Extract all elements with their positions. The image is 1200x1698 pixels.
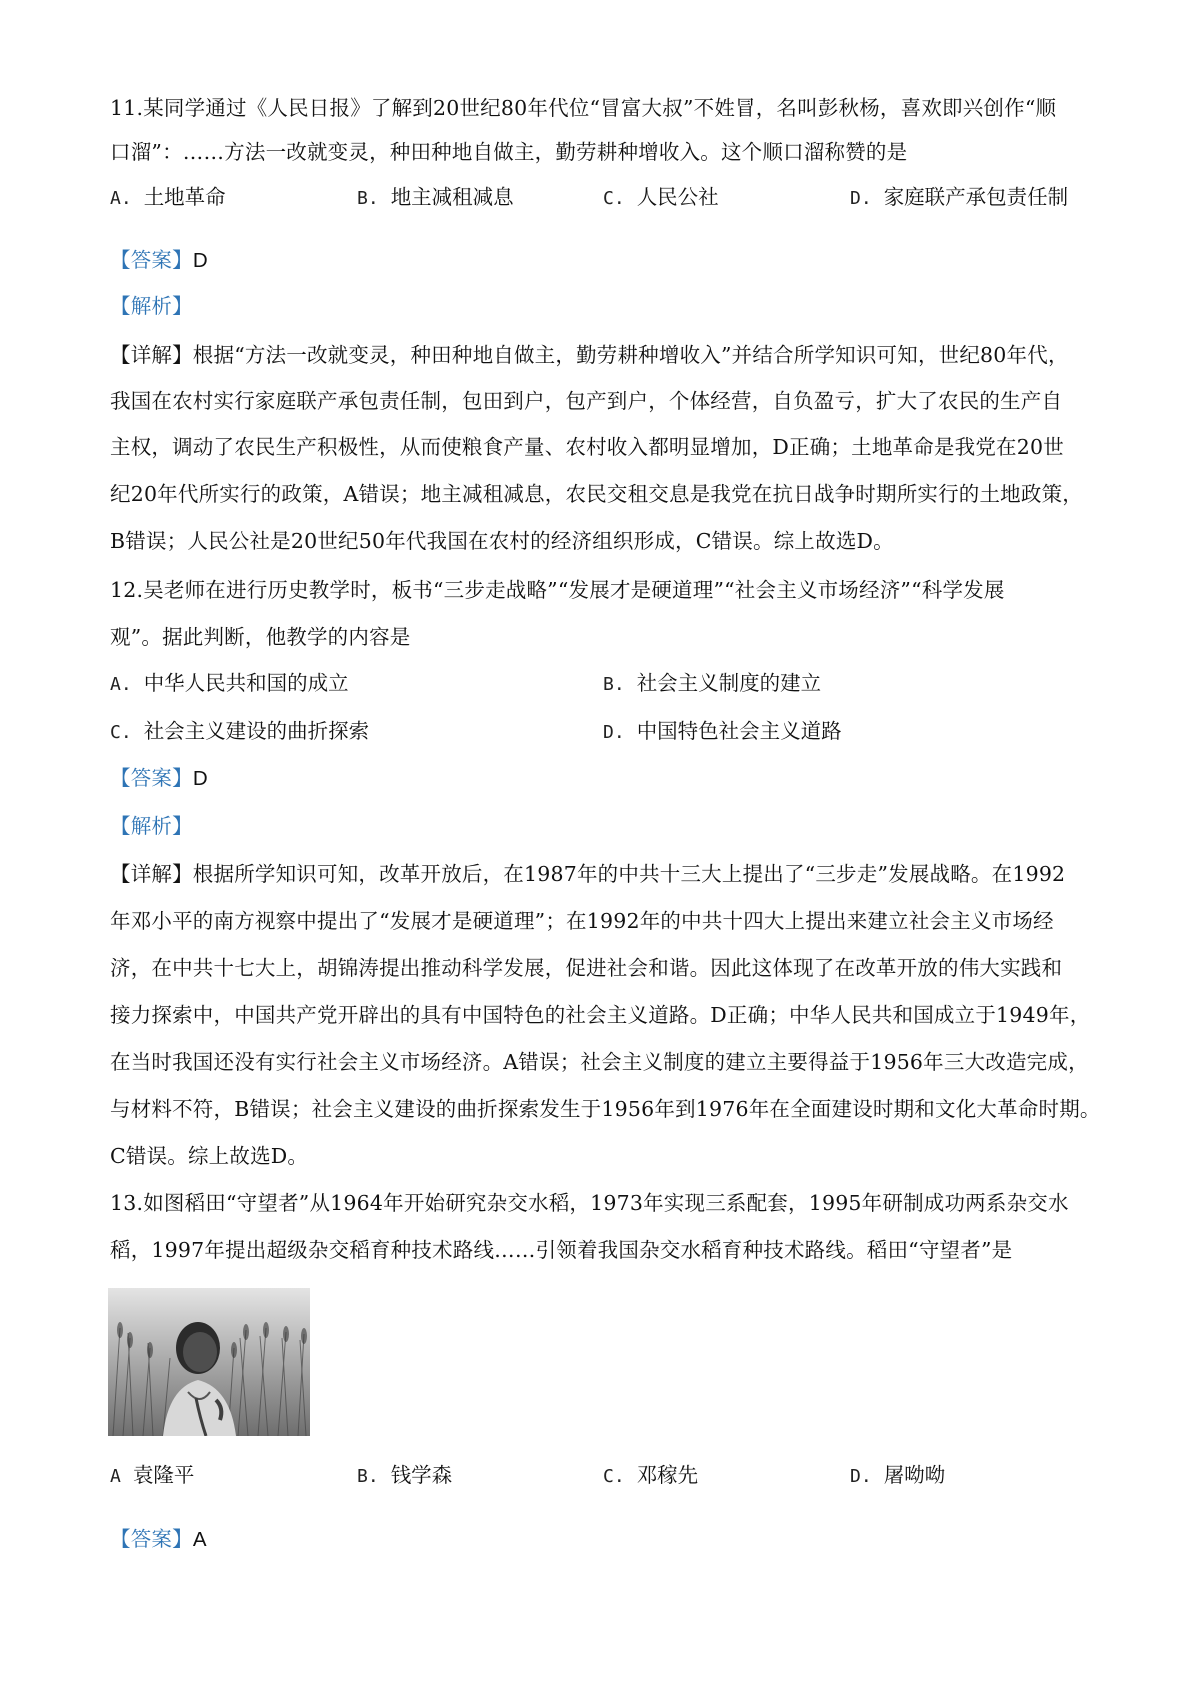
option-text: 邓稼先 xyxy=(636,1463,699,1487)
q11-answer xyxy=(110,245,1100,276)
option-text: 屠呦呦 xyxy=(883,1463,946,1487)
option-text: 中国特色社会主义道路 xyxy=(636,719,842,743)
option-letter: D. xyxy=(603,722,625,743)
option-letter: A. xyxy=(110,674,132,695)
q11-detail-line-4: 纪20年代所实行的政策，A错误；地主减租减息，农民交租交息是我党在抗日战争时期所实行的土地政策， xyxy=(110,482,1083,506)
option-text: 人民公社 xyxy=(636,185,719,209)
option-letter: B. xyxy=(357,188,379,209)
q11-option-c xyxy=(603,182,719,214)
q12-option-c xyxy=(110,716,369,748)
answer-value: A xyxy=(192,1528,207,1551)
option-text: 中华人民共和国的成立 xyxy=(143,671,349,695)
q12-detail-line-4: 接力探索中，中国共产党开辟出的具有中国特色的社会主义道路。D正确；中华人民共和国成立于1949年， xyxy=(110,1003,1091,1027)
option-letter: C. xyxy=(603,1466,625,1487)
q11-detail-line-3: 主权，调动了农民生产积极性，从而使粮食产量、农村收入都明显增加，D正确；土地革命是我党在20世 xyxy=(110,435,1064,459)
option-letter: B. xyxy=(357,1466,379,1487)
answer-tag: 【答案】 xyxy=(110,248,193,272)
q11-analysis-heading xyxy=(110,291,1100,321)
answer-tag: 【答案】 xyxy=(110,766,193,790)
q13-answer xyxy=(110,1524,1100,1555)
q12-detail-line-2: 年邓小平的南方视察中提出了“发展才是硬道理”；在1992年的中共十四大上提出来建立社会主义市场经 xyxy=(110,909,1054,933)
q11-option-d xyxy=(850,182,1068,214)
q13-option-d xyxy=(850,1460,945,1492)
analysis-tag: 【解析】 xyxy=(110,814,193,838)
q11-option-b xyxy=(357,182,514,214)
q13-option-c xyxy=(603,1460,698,1492)
q12-detail-line-1: 【详解】根据所学知识可知，改革开放后，在1987年的中共十三大上提出了“三步走”发展战略。在1992 xyxy=(110,862,1066,886)
q12-detail-line-6: 与材料不符，B错误；社会主义建设的曲折探索发生于1956年到1976年在全面建设时期和文化大革命时期。 xyxy=(110,1097,1101,1121)
q12-stem-line-1: 12.吴老师在进行历史教学时，板书“三步走战略”“发展才是硬道理”“社会主义市场经济”“科学发展 xyxy=(110,578,1005,602)
photo-illustration xyxy=(108,1288,310,1436)
q13-stem-line-2: 稻，1997年提出超级杂交稻育种技术路线……引领着我国杂交水稻育种技术路线。稻田“守望者”是 xyxy=(110,1238,1013,1262)
option-text: 地主减租减息 xyxy=(390,185,514,209)
analysis-tag: 【解析】 xyxy=(110,294,193,318)
option-text: 钱学森 xyxy=(390,1463,453,1487)
q12-stem-line-2: 观”。据此判断，他教学的内容是 xyxy=(110,625,411,649)
q12-option-a xyxy=(110,668,349,700)
q11-option-a xyxy=(110,182,226,214)
option-text: 土地革命 xyxy=(143,185,226,209)
option-text: 社会主义制度的建立 xyxy=(636,671,822,695)
answer-value: D xyxy=(192,767,208,790)
option-letter: C. xyxy=(110,722,132,743)
q13-option-b xyxy=(357,1460,452,1492)
q12-answer xyxy=(110,763,1100,794)
option-text: 袁隆平 xyxy=(132,1463,195,1487)
q11-detail-line-1: 【详解】根据“方法一改就变灵，种田种地自做主，勤劳耕种增收入”并结合所学知识可知，世纪80年代， xyxy=(110,343,1069,367)
option-letter: C. xyxy=(603,188,625,209)
q12-detail-line-5: 在当时我国还没有实行社会主义市场经济。A错误；社会主义制度的建立主要得益于1956年三大改造完成， xyxy=(110,1050,1089,1074)
option-letter: D. xyxy=(850,1466,872,1487)
option-letter: A. xyxy=(110,188,132,209)
q11-detail-line-2: 我国在农村实行家庭联产承包责任制，包田到户，包产到户，个体经营，自负盈亏，扩大了农民的生产自 xyxy=(110,389,1063,413)
q12-detail-line-3: 济，在中共十七大上，胡锦涛提出推动科学发展，促进社会和谐。因此这体现了在改革开放的伟大实践和 xyxy=(110,956,1063,980)
q11-detail-line-5: B错误；人民公社是20世纪50年代我国在农村的经济组织形成，C错误。综上故选D。 xyxy=(110,529,894,553)
answer-value: D xyxy=(192,249,208,272)
rice-field-scientist-photo xyxy=(108,1288,310,1436)
q12-analysis-heading xyxy=(110,811,1100,841)
option-letter: A xyxy=(110,1466,121,1487)
option-letter: D. xyxy=(850,188,872,209)
q11-stem-line-2: 口溜”：……方法一改就变灵，种田种地自做主，勤劳耕种增收入。这个顺口溜称赞的是 xyxy=(110,140,908,164)
option-letter: B. xyxy=(603,674,625,695)
q13-stem-line-1: 13.如图稻田“守望者”从1964年开始研究杂交水稻，1973年实现三系配套，1995年研制成功两系杂交水 xyxy=(110,1191,1069,1215)
answer-tag: 【答案】 xyxy=(110,1527,193,1551)
q12-option-d xyxy=(603,716,842,748)
q13-option-a xyxy=(110,1460,194,1492)
option-text: 社会主义建设的曲折探索 xyxy=(143,719,370,743)
option-text: 家庭联产承包责任制 xyxy=(883,185,1069,209)
q12-option-b xyxy=(603,668,821,700)
q11-stem-line-1: 11.某同学通过《人民日报》了解到20世纪80年代位“冒富大叔”不姓冒，名叫彭秋杨，喜欢即兴创作“顺 xyxy=(110,96,1057,120)
q12-detail-line-7: C错误。综上故选D。 xyxy=(110,1144,309,1168)
